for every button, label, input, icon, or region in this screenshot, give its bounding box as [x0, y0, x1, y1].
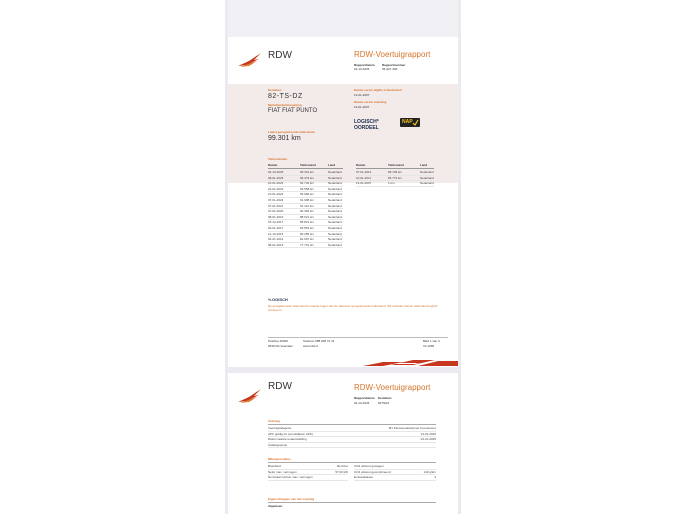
row-land: Nederland [328, 209, 342, 214]
row-stand: 94.732 km [300, 181, 315, 186]
nap-label: NAP [402, 119, 413, 125]
report-title: RDW-Voertuigrapport [354, 50, 431, 59]
footer-address: 9640 RA Veendam [268, 344, 294, 348]
section-algemeen-sub: Algemeen [268, 504, 283, 508]
kv-key: Voertuigcategorie [268, 426, 292, 430]
kv-key: CO2 uitstoot gecombineerd [354, 469, 391, 474]
row-stand: 77.791 km [300, 242, 315, 247]
kv-key: CO2 uitstoot gewogen [354, 464, 384, 468]
viewer-top-area [225, 0, 461, 37]
row-date: 15-12-2017 [268, 220, 284, 225]
kv-key: Datum laatste tenaamstelling [268, 437, 307, 441]
row-land: Nederland [328, 214, 342, 219]
row-land: Nederland [328, 220, 342, 225]
row-stand: 93.096 km [300, 192, 315, 197]
rdw-logo-icon [237, 52, 262, 68]
kv-value: 04-10-2025 [420, 437, 436, 441]
row-date: 07-01-2020 [268, 209, 284, 214]
kv-value: 57,00 kW [335, 469, 348, 474]
row-stand: 68.728 km [388, 170, 403, 174]
row-land: Nederland [420, 181, 434, 186]
row-land: Nederland [328, 226, 342, 230]
section-voertuig-title: Voertuig [268, 419, 280, 423]
row-land: Nederland [328, 181, 342, 186]
col-land: Land [328, 163, 336, 167]
meta-value: 04-10-2025 [354, 401, 370, 405]
meta-label: Rapportnummer [382, 63, 406, 67]
kv-value: M1 Personenauto(max 9 personen) [388, 426, 436, 430]
merk-label: Merk/Handelsbenaming [268, 103, 302, 107]
col-datum: Datum [268, 163, 278, 167]
meta-value: 82TSDZ [378, 401, 390, 405]
viewer-right-gutter [458, 0, 461, 514]
row-stand: 83.853 km [300, 226, 315, 230]
km-label: Laatst geregistreerde tellerstand [268, 130, 315, 134]
row-date: 10-01-2023 [268, 192, 284, 197]
row-stand: 88.621 km [300, 214, 315, 219]
row-stand: 93.558 km [300, 186, 315, 191]
footer-website: www.rdw.nl [303, 344, 319, 348]
row-stand: 96.479 km [300, 175, 315, 180]
kv-value: 4 [434, 475, 436, 479]
row-stand: 85.819 km [300, 220, 315, 225]
row-date: 10-01-2011 [356, 175, 372, 180]
footer-code: V2.1656 [423, 344, 435, 348]
row-land: Nederland [420, 170, 434, 174]
row-stand: 91.998 km [300, 198, 315, 202]
meta-value: 05-927-393 [382, 67, 398, 71]
row-stand: 90.366 km [300, 209, 315, 214]
row-date: 07-01-2022 [268, 198, 284, 202]
datum-eerste-value: 13-01-2007 [354, 93, 370, 97]
row-land: Nederland [328, 186, 342, 191]
col-stand: Tellerstand [388, 163, 404, 167]
row-land: Nederland [328, 170, 342, 174]
row-land: Nederland [328, 231, 342, 236]
row-date: 04-10-2025 [268, 170, 284, 174]
row-stand: 65.773 km [388, 175, 403, 180]
meta-label: Rapportdatum [354, 396, 375, 400]
kv-value: Benzine [337, 464, 348, 468]
kenteken-value: 82-TS-DZ [268, 93, 303, 100]
kv-key: APK geldig tot (vervaldatum APK) [268, 431, 313, 436]
brand-name: RDW [268, 50, 292, 61]
kv-key: Netto max. vermogen [268, 469, 297, 474]
footer-postbus: Postbus 30000 [268, 339, 289, 343]
report-page-1 [228, 37, 458, 367]
kv-key: Brandstof [268, 464, 281, 468]
row-land: Nederland [420, 175, 434, 180]
row-date: 13-01-2007 [356, 181, 372, 186]
row-stand: 1 km [388, 181, 395, 186]
report-title: RDW-Voertuigrapport [354, 383, 431, 392]
section-milieu-title: Milieuprestaties [268, 457, 291, 461]
row-date: 10-01-2024 [268, 181, 284, 186]
row-date: 08-01-2013 [268, 242, 284, 247]
kenteken-label: Kenteken [268, 88, 282, 92]
oordeel-line-2: OORDEEL [354, 125, 379, 131]
logisch-title: *LOGISCH [268, 297, 288, 302]
brand-name: RDW [268, 381, 292, 392]
kv-value: 13-01-2026 [420, 431, 436, 436]
row-land: Nederland [328, 237, 342, 242]
row-stand: 80.285 km [300, 231, 315, 236]
col-land: Land [420, 163, 428, 167]
row-stand: 81.097 km [300, 237, 315, 242]
row-date: 04-01-2014 [268, 237, 284, 242]
row-date: 12-10-2015 [268, 231, 284, 236]
section-eigenschappen-title: Eigenschappen van het voertuig [268, 497, 315, 501]
oordeel-verdict [354, 119, 379, 131]
row-date: 08-01-2019 [268, 214, 284, 219]
meta-value: 04-10-2025 [354, 67, 370, 71]
table-title: Tellerstanden [268, 157, 288, 161]
footer-rule [268, 337, 448, 338]
oordeel-line-1: LOGISCH* [354, 119, 379, 125]
row-stand: 99.301 km [300, 170, 315, 174]
kv-value: 140 g/km [423, 469, 436, 474]
kv-key: Catalogusprijs [268, 442, 288, 447]
nap-logo-icon [400, 118, 420, 127]
row-date: 07-01-2021 [268, 203, 284, 208]
row-date: 24-01-2023 [268, 186, 284, 191]
stripes-decoration-icon [363, 359, 458, 367]
row-date: 03-01-2017 [268, 226, 284, 230]
merk-value: FIAT FIAT PUNTO [268, 108, 318, 114]
datum-toelating-label: Datum eerste toelating [354, 100, 387, 104]
logisch-text: De geregistreerde tellerstand is steeds hoger dan de daarvoor geregistreerde tellerstand. Wij oordelen dat de tellerstand logisch verloopt is. [268, 304, 438, 312]
col-datum: Datum [356, 163, 366, 167]
meta-label: Kenteken [378, 396, 392, 400]
kv-key: Emissieklasse [354, 475, 374, 479]
datum-eerste-label: Datum eerste afgifte in Nederland [354, 88, 402, 92]
datum-toelating-value: 13-01-2007 [354, 105, 370, 109]
col-stand: Tellerstand [300, 163, 316, 167]
row-land: Nederland [328, 192, 342, 197]
footer-page-number: Blad 1 van 3 [423, 339, 440, 343]
row-land: Nederland [328, 242, 342, 247]
km-value: 99.301 km [268, 135, 301, 142]
row-date: 07-01-2013 [356, 170, 372, 174]
report-page-2 [228, 373, 458, 514]
row-date: 08-01-2025 [268, 175, 284, 180]
kv-key: Nominaal continu max. vermogen [268, 475, 313, 479]
footer-phone: Telefoon 088 008 74 41 [303, 339, 335, 343]
meta-label: Rapportdatum [354, 63, 375, 67]
row-stand: 91.110 km [300, 203, 314, 208]
rdw-logo-icon [237, 388, 262, 404]
row-land: Nederland [328, 203, 342, 208]
row-land: Nederland [328, 198, 342, 202]
row-land: Nederland [328, 175, 342, 180]
